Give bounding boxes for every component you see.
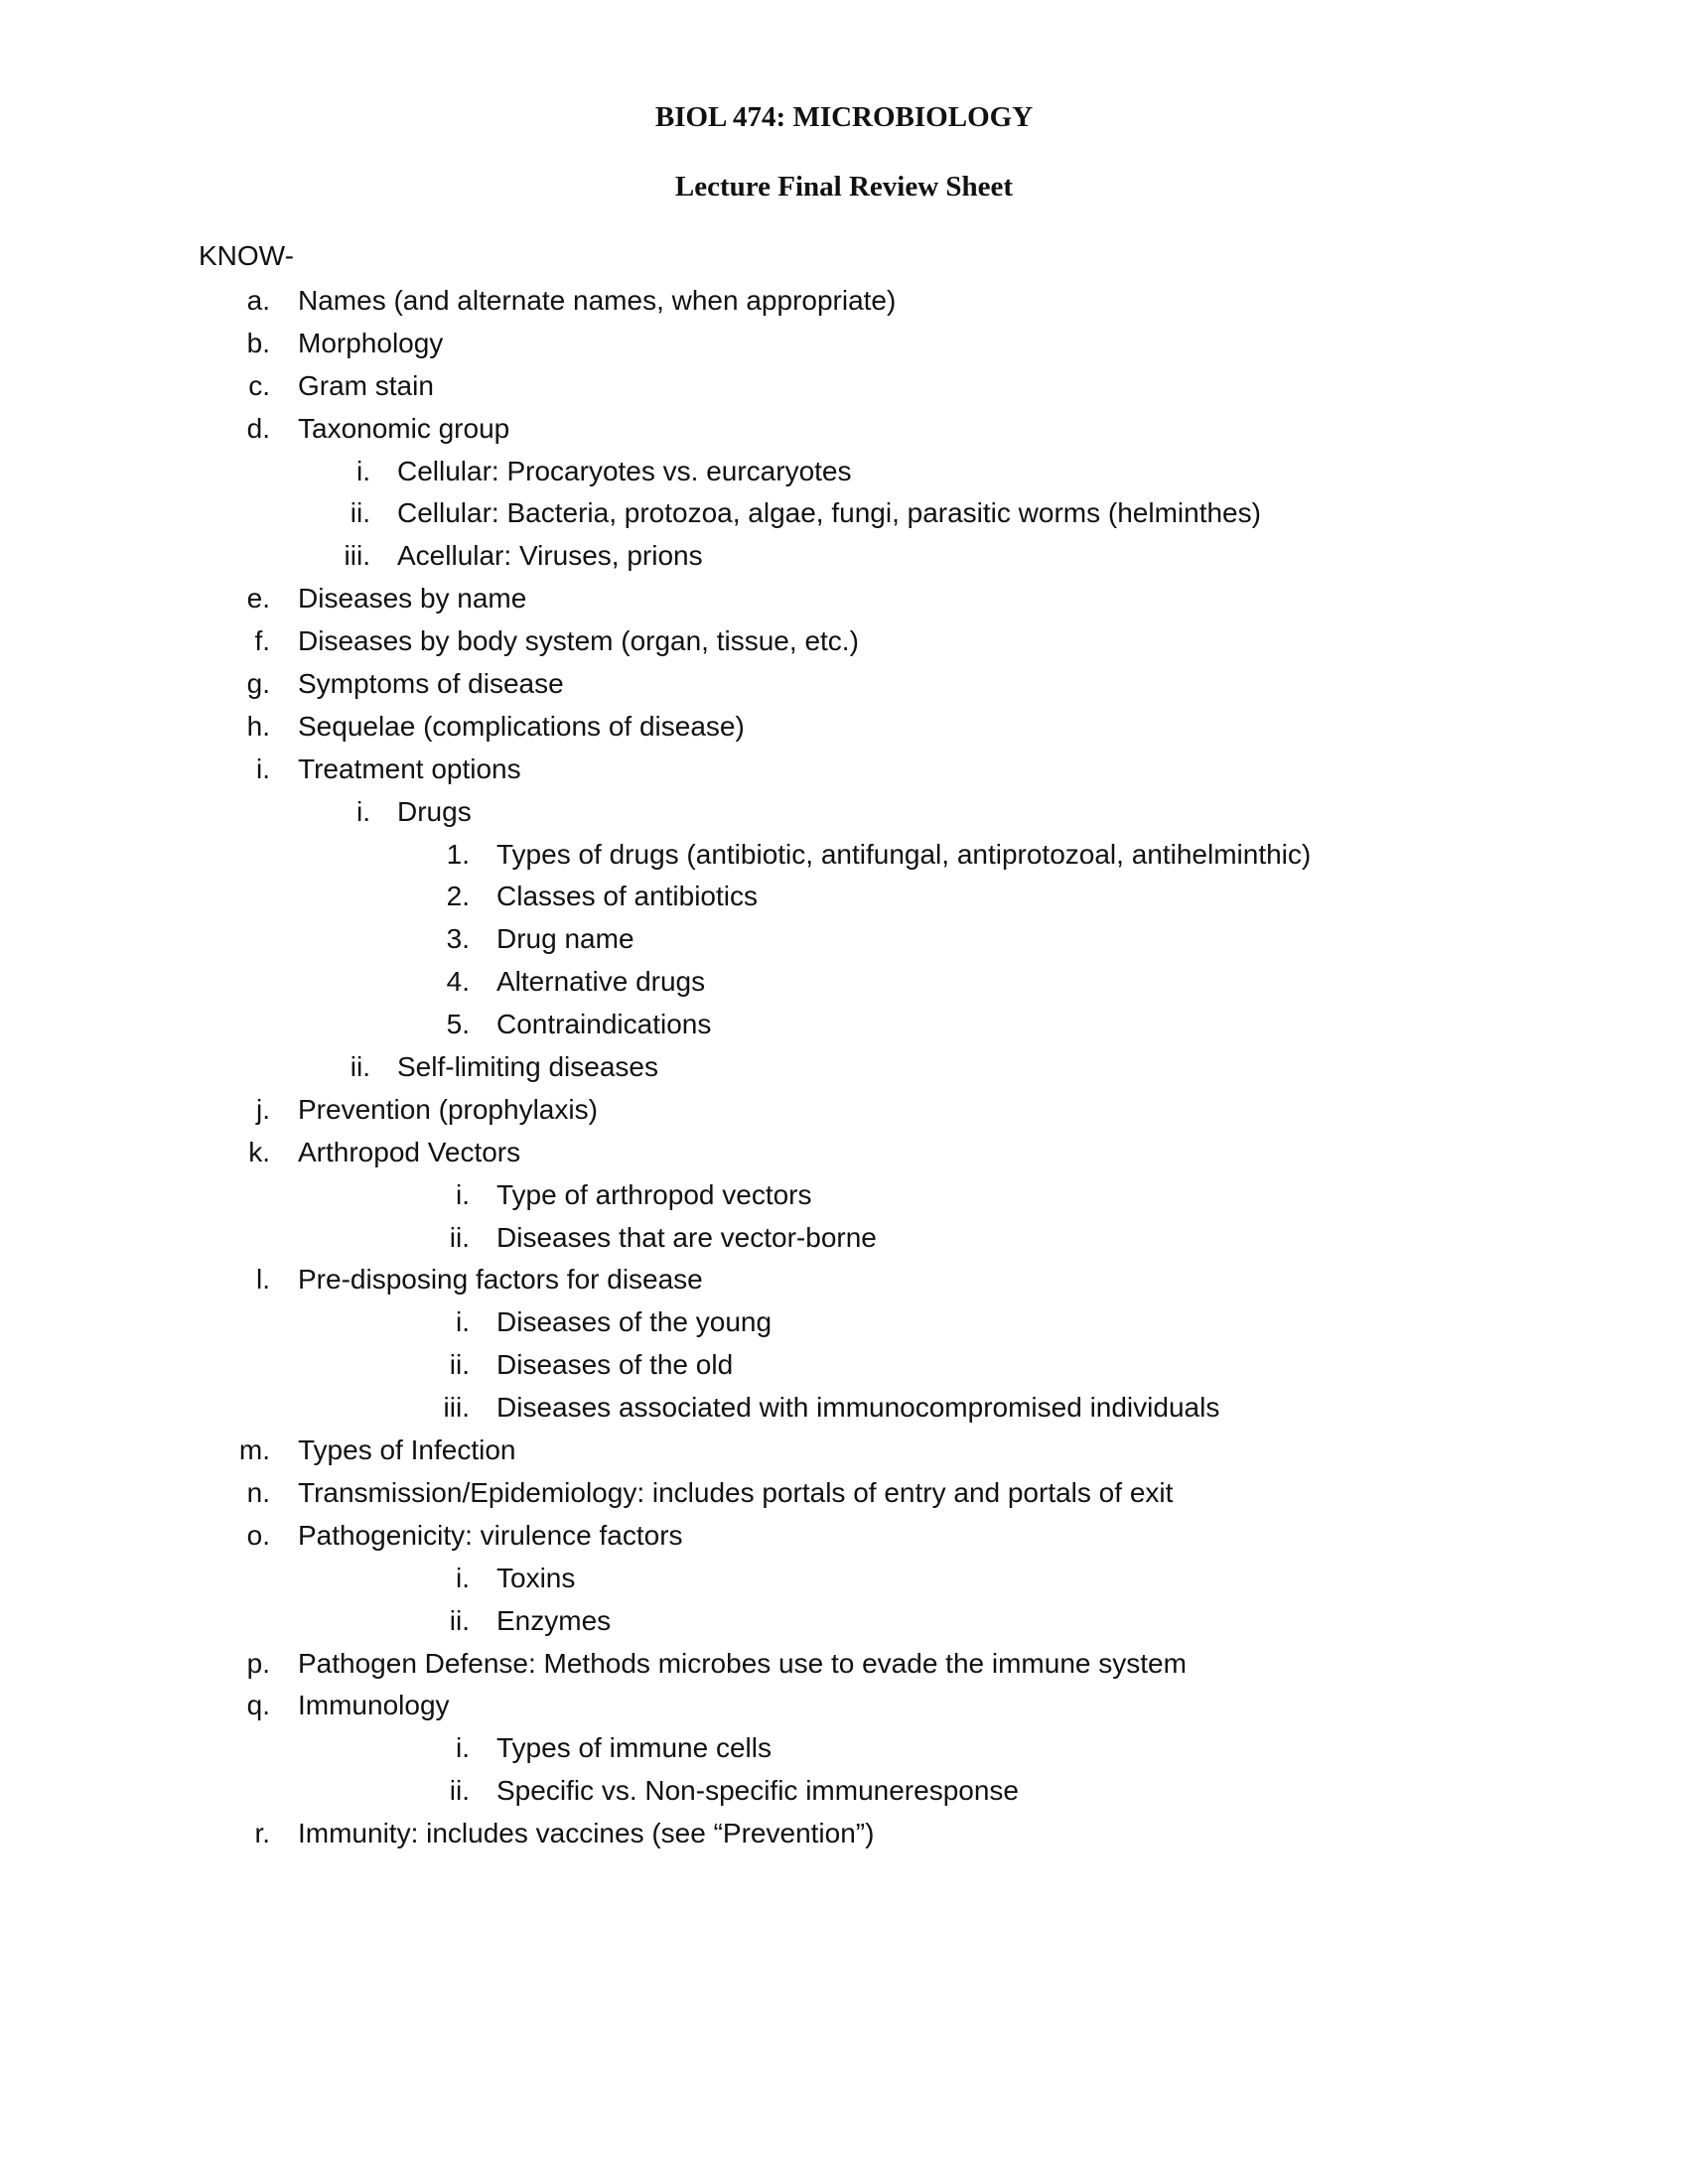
outline-item-text: Arthropod Vectors (298, 1136, 521, 1167)
outline-item-marker: q. (246, 1690, 270, 1721)
outline-item-marker: iii. (443, 1392, 470, 1424)
outline-item-text: Diseases associated with immunocompromised individuals (496, 1392, 1220, 1424)
outline-item-text: Diseases of the young (496, 1306, 773, 1338)
outline-item-marker: ii. (449, 1221, 470, 1253)
outline-item-marker: ii. (449, 1775, 470, 1807)
outline-item-marker: g. (246, 668, 270, 700)
outline-item-text: Prevention (prophylaxis) (298, 1093, 598, 1125)
outline-item (0, 280, 1688, 323)
outline-item (0, 1004, 1688, 1046)
outline-item-marker: e. (246, 583, 270, 614)
outline-item-text: Diseases of the old (496, 1349, 734, 1381)
outline-item-marker: p. (246, 1647, 270, 1679)
outline-item-marker: i. (356, 795, 370, 827)
outline-item-marker: i. (256, 752, 270, 784)
outline-item-text: Drugs (397, 795, 472, 827)
outline-item (0, 1685, 1688, 1727)
outline-item-marker: i. (456, 1732, 470, 1764)
outline-item-text: Types of immune cells (496, 1732, 772, 1764)
outline-item-text: Immunology (298, 1690, 450, 1721)
outline-item (0, 492, 1688, 535)
outline-item-text: Types of Infection (298, 1434, 516, 1466)
outline-item (0, 1515, 1688, 1558)
outline-item-text: Classes of antibiotics (496, 881, 759, 912)
outline-item (0, 1727, 1688, 1770)
outline-item (0, 1344, 1688, 1387)
outline-item-text: Diseases that are vector-borne (496, 1221, 877, 1253)
outline-item-marker: 1. (446, 838, 470, 870)
outline-item-text: Self-limiting diseases (397, 1051, 658, 1083)
document-title: BIOL 474: MICROBIOLOGY (654, 101, 1034, 133)
outline-item-text: Pathogen Defense: Methods microbes use to evade the immune system (298, 1647, 1187, 1679)
outline-item-marker: i. (456, 1562, 470, 1593)
outline-item-marker: iii. (344, 540, 370, 572)
outline-item-marker: i. (356, 455, 370, 486)
outline-item-marker: m. (238, 1434, 270, 1466)
outline-item (0, 1387, 1688, 1430)
outline-item-text: Gram stain (298, 369, 434, 401)
outline-item (0, 620, 1688, 663)
outline-item-marker: f. (254, 625, 270, 657)
outline-item (0, 791, 1688, 834)
outline-item-marker: c. (248, 369, 270, 401)
outline-item (0, 1217, 1688, 1260)
outline-item (0, 408, 1688, 451)
outline-item (0, 1472, 1688, 1515)
outline-item (0, 365, 1688, 408)
outline-item (0, 1132, 1688, 1174)
outline-item (0, 451, 1688, 493)
outline-item-text: Immunity: includes vaccines (see “Prevention”) (298, 1818, 875, 1849)
outline-item-text: Taxonomic group (298, 412, 510, 444)
outline-item (0, 1813, 1688, 1855)
outline-item-marker: 5. (446, 1009, 470, 1040)
outline-item-text: Pre-disposing factors for disease (298, 1264, 703, 1296)
outline-item-text: Alternative drugs (496, 966, 706, 998)
outline-item (0, 961, 1688, 1004)
outline-item-text: Sequelae (complications of disease) (298, 710, 745, 742)
outline-item-text: Enzymes (496, 1604, 612, 1636)
outline-item-marker: h. (246, 710, 270, 742)
outline-item-marker: j. (256, 1093, 270, 1125)
outline-item (0, 323, 1688, 365)
outline-item-text: Transmission/Epidemiology: includes portals of entry and portals of exit (298, 1476, 1174, 1508)
outline-item (0, 876, 1688, 918)
outline-item-marker: k. (248, 1136, 270, 1167)
outline-item-text: Type of arthropod vectors (496, 1178, 812, 1210)
outline-item-marker: r. (254, 1818, 270, 1849)
outline-item-text: Types of drugs (antibiotic, antifungal, antiprotozoal, antihelminthic) (496, 838, 1312, 870)
outline-item (0, 1643, 1688, 1686)
outline-item (0, 1301, 1688, 1344)
outline-item-marker: ii. (350, 1051, 370, 1083)
outline-item-text: Contraindications (496, 1009, 712, 1040)
outline-item-text: Pathogenicity: virulence factors (298, 1519, 683, 1551)
outline-item (0, 1430, 1688, 1472)
outline-item (0, 1259, 1688, 1301)
outline-item-marker: d. (246, 412, 270, 444)
outline-item-marker: ii. (449, 1604, 470, 1636)
outline-item (0, 834, 1688, 877)
outline-item-marker: l. (256, 1264, 270, 1296)
outline-item-text: Symptoms of disease (298, 668, 564, 700)
outline-item (0, 663, 1688, 706)
outline-item (0, 749, 1688, 791)
outline-item-marker: b. (246, 327, 270, 358)
outline-item-marker: 4. (446, 966, 470, 998)
outline-item-text: Specific vs. Non-specific immuneresponse (496, 1775, 1019, 1807)
review-outline (0, 280, 1688, 1855)
outline-item-marker: i. (456, 1178, 470, 1210)
outline-item-marker: 3. (446, 923, 470, 955)
outline-item-text: Morphology (298, 327, 444, 358)
outline-item (0, 1046, 1688, 1089)
section-label: KNOW- (199, 240, 294, 271)
outline-item-marker: ii. (449, 1349, 470, 1381)
outline-item-text: Treatment options (298, 752, 521, 784)
outline-item-marker: 2. (446, 881, 470, 912)
outline-item-text: Names (and alternate names, when appropriate) (298, 285, 897, 316)
outline-item-text: Cellular: Procaryotes vs. eurcaryotes (397, 455, 852, 486)
outline-item-marker: i. (456, 1306, 470, 1338)
outline-item-marker: a. (246, 285, 270, 316)
outline-item-text: Drug name (496, 923, 634, 955)
outline-item-marker: n. (246, 1476, 270, 1508)
outline-item (0, 1770, 1688, 1813)
document-subtitle: Lecture Final Review Sheet (674, 171, 1014, 203)
outline-item-marker: ii. (350, 497, 370, 529)
outline-item (0, 535, 1688, 578)
outline-item-text: Toxins (496, 1562, 576, 1593)
outline-item (0, 578, 1688, 620)
outline-item-text: Acellular: Viruses, prions (397, 540, 703, 572)
outline-item-text: Cellular: Bacteria, protozoa, algae, fungi, parasitic worms (helminthes) (397, 497, 1261, 529)
outline-item (0, 1600, 1688, 1643)
outline-item (0, 1558, 1688, 1600)
outline-item (0, 1174, 1688, 1217)
outline-item-text: Diseases by body system (organ, tissue, etc.) (298, 625, 859, 657)
outline-item (0, 1089, 1688, 1132)
outline-item (0, 706, 1688, 749)
outline-item-text: Diseases by name (298, 583, 527, 614)
outline-item (0, 918, 1688, 961)
outline-item-marker: o. (246, 1519, 270, 1551)
